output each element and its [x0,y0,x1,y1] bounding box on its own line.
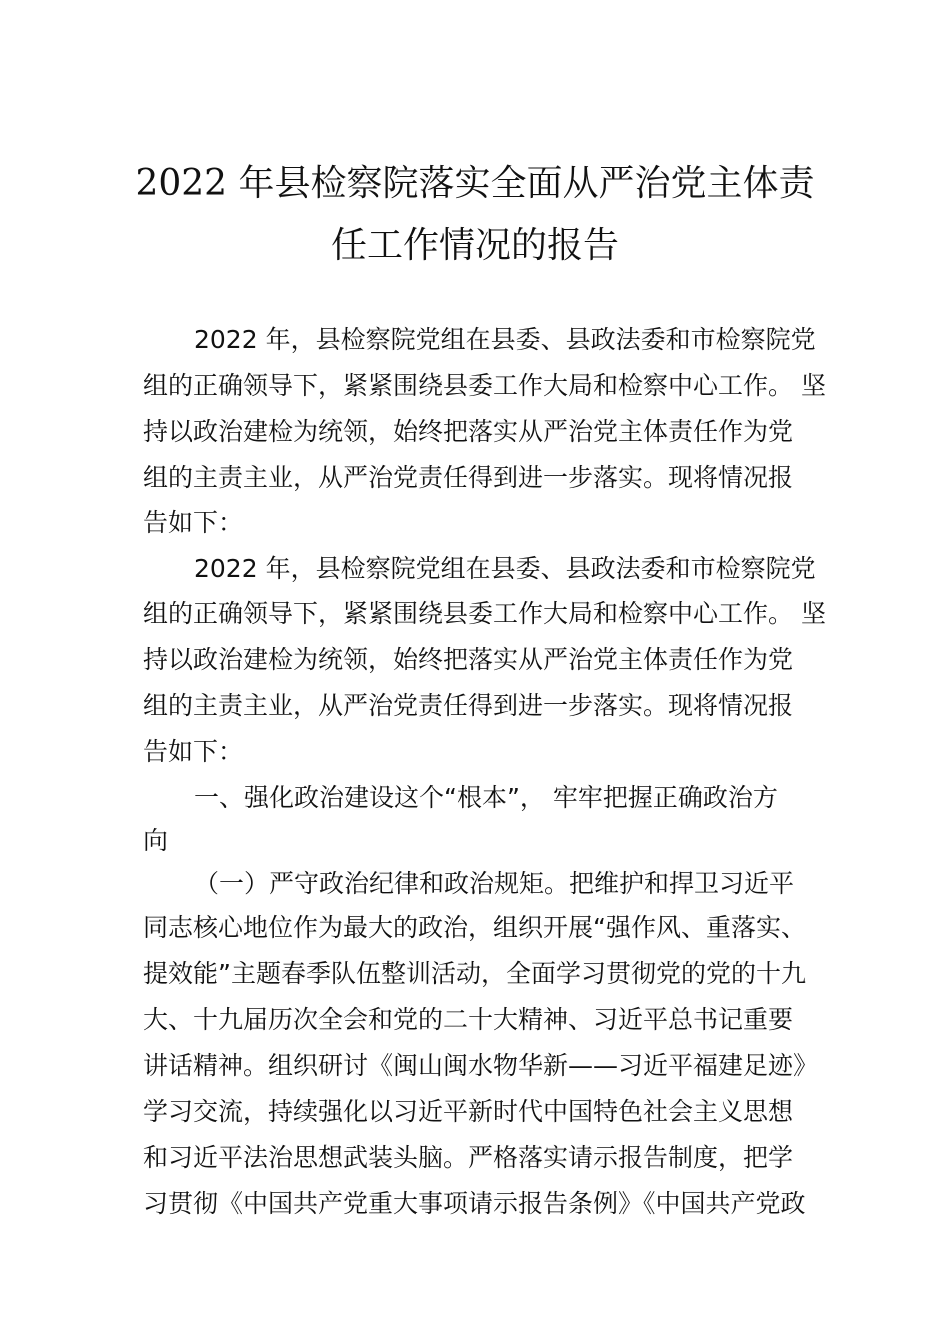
paragraph-1-line: 组的主责主业，从严治党责任得到进一步落实。现将情况报 [143,463,794,492]
paragraph-1-line: 持以政治建检为统领，始终把落实从严治党主体责任作为党 [143,417,794,446]
paragraph-1-line: 2022 年，县检察院党组在县委、县政法委和市检察院党 [194,325,816,354]
section-1-1-line: 大、十九届历次全会和党的二十大精神、习近平总书记重要 [143,1005,794,1034]
section-1-1-line: 同志核心地位作为最大的政治，组织开展“强作风、重落实、 [143,913,806,942]
section-1-1-line: 提效能”主题春季队伍整训活动，全面学习贯彻党的党的十九 [143,959,806,988]
document-title-line-1: 2022 年县检察院落实全面从严治党主体责 [135,163,815,204]
section-1-1-line: 和习近平法治思想武装头脑。严格落实请示报告制度，把学 [143,1143,794,1172]
paragraph-2-line: 2022 年，县检察院党组在县委、县政法委和市检察院党 [194,554,816,583]
section-1-1-line: 习贯彻《中国共产党重大事项请示报告条例》《中国共产党政 [143,1189,806,1218]
section-1-1-line: 学习交流，持续强化以习近平新时代中国特色社会主义思想 [143,1097,794,1126]
paragraph-2-line: 持以政治建检为统领，始终把落实从严治党主体责任作为党 [143,645,794,674]
paragraph-2-line: 组的正确领导下，紧紧围绕县委工作大局和检察中心工作。 坚 [143,599,826,628]
section-1-heading-line: 一、强化政治建设这个“根本”， 牢牢把握正确政治方 [194,783,778,812]
paragraph-2-line: 组的主责主业，从严治党责任得到进一步落实。现将情况报 [143,691,794,720]
paragraph-2-line: 告如下： [143,737,244,766]
paragraph-1-line: 组的正确领导下，紧紧围绕县委工作大局和检察中心工作。 坚 [143,371,826,400]
section-1-1-line: 讲话精神。组织研讨《闽山闽水物华新——习近平福建足迹》 [143,1051,819,1080]
paragraph-1-line: 告如下： [143,508,244,537]
section-1-heading-line: 向 [143,826,169,855]
document-title-line-2: 任工作情况的报告 [330,225,619,266]
section-1-1-line: （一）严守政治纪律和政治规矩。把维护和捍卫习近平 [194,869,795,898]
